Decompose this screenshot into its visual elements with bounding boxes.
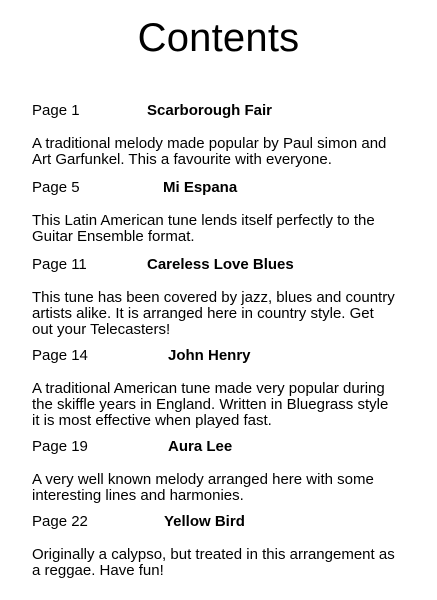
description-line: it is most effective when played fast.: [32, 412, 272, 429]
song-description: [32, 381, 412, 429]
description-line: interesting lines and harmonies.: [32, 487, 244, 504]
contents-entry: [32, 178, 427, 245]
description-line: Guitar Ensemble format.: [32, 228, 195, 245]
song-title: Yellow Bird: [164, 513, 245, 530]
description-line: a reggae. Have fun!: [32, 562, 164, 579]
page-number: Page 11: [32, 256, 87, 273]
page-number: Page 14: [32, 347, 88, 364]
contents-entry: [32, 346, 427, 429]
contents-entry: [32, 512, 427, 579]
description-line: A traditional American tune made very popular during: [32, 380, 385, 397]
description-line: This Latin American tune lends itself perfectly to the: [32, 212, 375, 229]
song-title: Careless Love Blues: [147, 256, 294, 273]
entry-header: [32, 178, 427, 198]
entry-header: [32, 101, 427, 121]
entry-header: [32, 346, 427, 366]
page-number: Page 5: [32, 179, 80, 196]
song-title: Scarborough Fair: [147, 102, 273, 119]
song-description: [32, 472, 412, 504]
contents-entry: [32, 255, 427, 338]
description-line: the skiffle years in England. Written in Bluegrass style: [32, 396, 389, 413]
description-line: A very well known melody arranged here with some: [32, 471, 374, 488]
description-line: out your Telecasters!: [32, 321, 171, 338]
description-line: A traditional melody made popular by Paul simon and: [32, 135, 387, 152]
song-title: John Henry: [168, 347, 251, 364]
page-title: Contents: [137, 16, 300, 60]
description-line: artists alike. It is arranged here in country style. Get: [32, 305, 374, 322]
entry-header: [32, 512, 427, 532]
entry-header: [32, 437, 427, 457]
song-title: Mi Espana: [163, 179, 238, 196]
page-number: Page 1: [32, 102, 80, 119]
song-description: [32, 290, 412, 338]
contents-entry: [32, 101, 427, 168]
description-line: Originally a calypso, but treated in this arrangement as: [32, 546, 395, 563]
description-line: This tune has been covered by jazz, blues and country: [32, 289, 395, 306]
song-description: [32, 136, 412, 168]
song-description: [32, 213, 412, 245]
page-number: Page 22: [32, 513, 88, 530]
entry-header: [32, 255, 427, 275]
contents-entry: [32, 437, 427, 504]
page-number: Page 19: [32, 438, 88, 455]
song-description: [32, 547, 412, 579]
description-line: Art Garfunkel. This a favourite with everyone.: [32, 151, 332, 168]
song-title: Aura Lee: [168, 438, 233, 455]
